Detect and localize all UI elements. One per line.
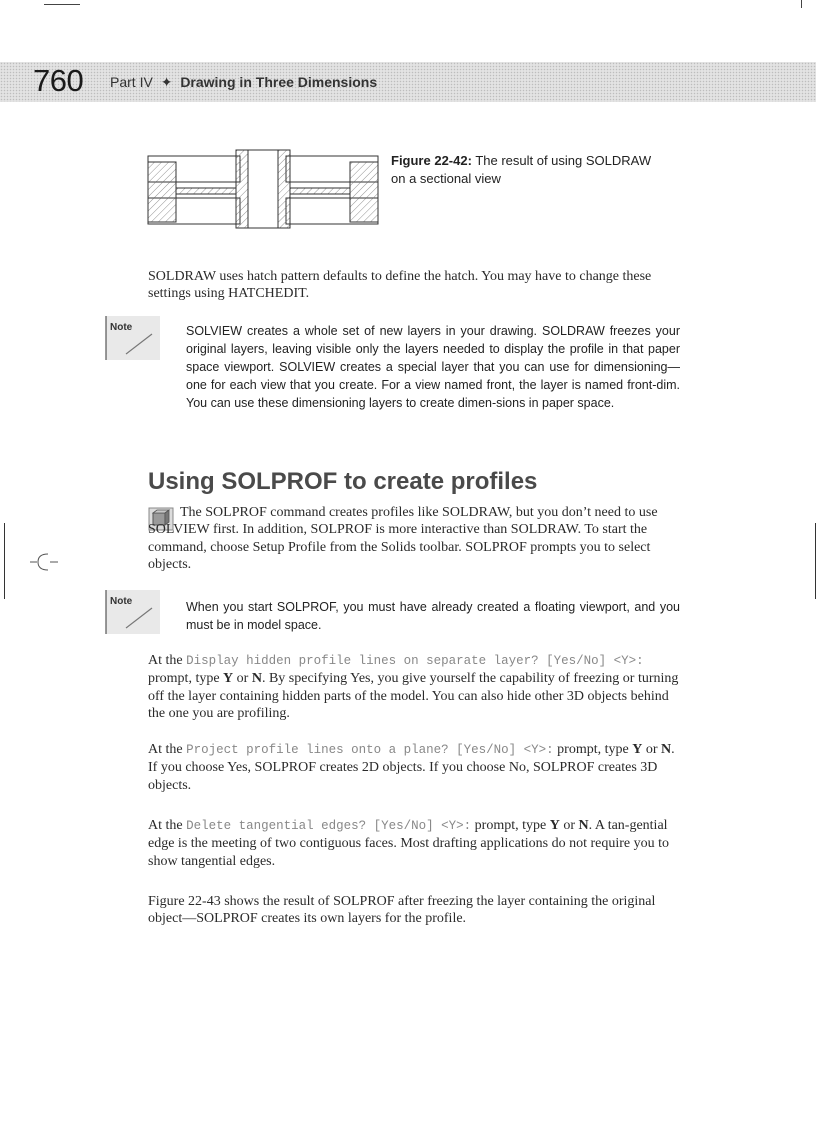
paragraph-prompt-hidden [148,652,680,722]
figure-label: Figure 22-42: [391,153,472,168]
page-number: 760 [33,63,84,98]
figure-22-42-drawing [140,148,386,232]
crop-mark-top-left [44,4,80,5]
prompt-text: or [642,742,662,757]
prompt-text: prompt, type [471,818,550,833]
figure-caption-line2: on a sectional view [391,171,501,186]
paragraph-solprof-intro: The SOLPROF command creates profiles like SOLDRAW, but you don’t need to use SOLVIEW first. In addition, SOLPROF is more interactive than SOLDRAW. To start the command, choose Setup Profile from the Solids toolbar. SOLPROF prompts you to select objects. [148,505,658,572]
paragraph-prompt-project [148,741,680,794]
chapter-title: Drawing in Three Dimensions [180,74,378,90]
note-icon [100,588,172,636]
note-solview: SOLVIEW creates a whole set of new layers in your drawing. SOLDRAW freezes your original layers, leaving visible only the layers needed to display the profile in that paper space viewport. SOLVIEW creates a special layer that you can use for dimensioning—one for each view that you create. For a view named front, the layer is named front-dim. You can use these dimensioning layers to create dimen-sions in paper space. [186,324,680,410]
section-heading: Using SOLPROF to create profiles [148,468,538,495]
key-n: N [578,818,589,833]
key-y: Y [223,671,234,687]
figure-caption-line1: The result of using SOLDRAW [475,153,652,168]
note-icon-label: Note [110,596,133,607]
margin-rule-left [4,523,5,599]
note-icon-label: Note [110,322,133,333]
header-part [110,74,377,91]
key-y: Y [632,742,643,757]
prompt-code: Project profile lines onto a plane? [Yes/No] <Y>: [186,743,554,757]
prompt-lead: At the [148,653,183,668]
note-icon [100,314,172,362]
crop-mark-top-right [801,0,802,8]
key-y: Y [549,818,560,833]
paragraph-figure-22-43: Figure 22-43 shows the result of SOLPROF after freezing the layer containing the original object—SOLPROF creates its own layers for the profile. [148,894,656,927]
key-n: N [661,742,672,757]
paragraph-hatch: SOLDRAW uses hatch pattern defaults to define the hatch. You may have to change these settings using HATCHEDIT. [148,269,652,302]
note-solprof: When you start SOLPROF, you must have already created a floating viewport, and you must be in model space. [186,600,680,632]
key-n: N [251,671,262,687]
separator-icon: ✦ [160,74,173,90]
prompt-lead: At the [148,818,183,833]
registration-mark-icon [28,548,60,576]
prompt-text: prompt, type [148,671,224,687]
prompt-lead: At the [148,742,183,757]
prompt-text: or [233,671,252,687]
prompt-code: Delete tangential edges? [Yes/No] <Y>: [186,819,472,833]
prompt-text: . If you choose Yes, SOLPROF creates 2D objects. If you choose No, SOLPROF creates 3D objects. [148,742,675,793]
prompt-text: or [559,818,579,833]
paragraph-prompt-tangential [148,817,680,870]
prompt-text: . By specifying Yes, you give yourself the capability of freezing or turning off the layer containing hidden parts of the model. You can also hide other 3D objects behind the one you are profiling. [148,671,679,721]
prompt-text: . A tan-gential edge is the meeting of two contiguous faces. Most drafting applications do not require you to show tangential edges. [148,818,669,869]
figure-caption [391,152,681,188]
prompt-text: prompt, type [553,742,633,757]
prompt-code: Display hidden profile lines on separate layer? [Yes/No] <Y>: [186,654,644,668]
part-label: Part IV [110,74,153,90]
